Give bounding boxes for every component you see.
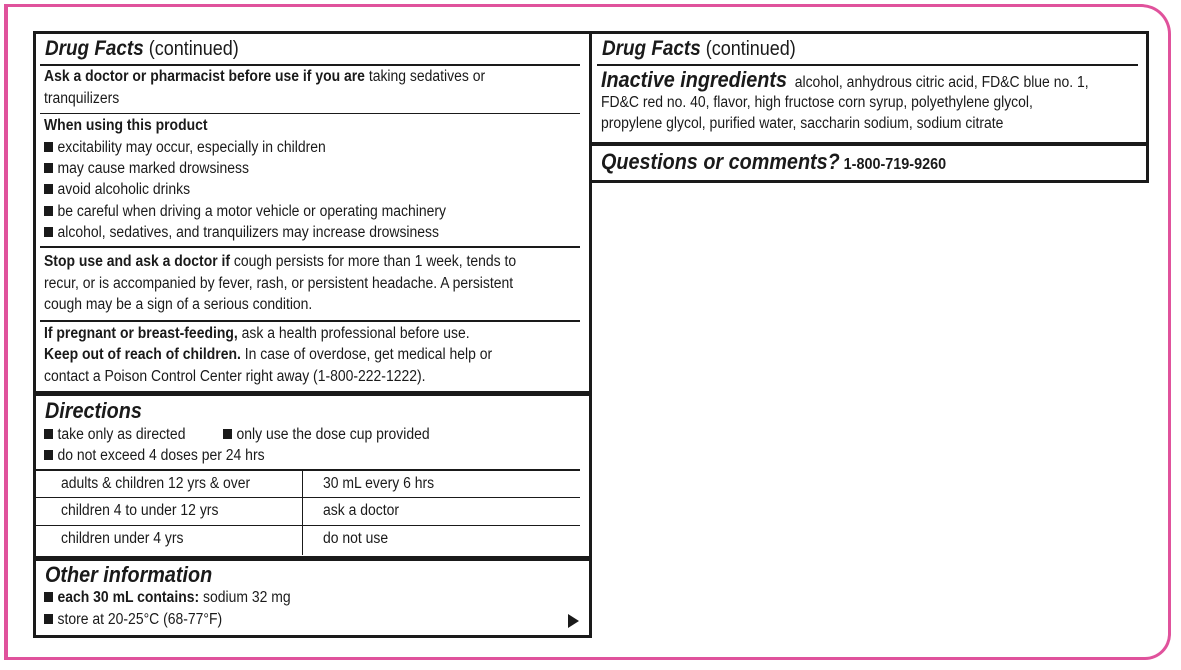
inactive-ingredients: Inactive ingredients alcohol, anhydrous citric acid, FD&C blue no. 1, [601, 67, 1089, 92]
questions-text: Questions or comments? 1-800-719-9260 [601, 149, 947, 174]
bullet-square-icon [44, 450, 53, 460]
other-info-heading: Other information [45, 562, 213, 587]
dosage-age: children 4 to under 12 yrs [61, 502, 219, 519]
bullet-square-icon [44, 142, 53, 152]
dosage-age: adults & children 12 yrs & over [61, 475, 251, 492]
bullet-square-icon [44, 429, 53, 439]
bullet-square-icon [44, 206, 53, 216]
bullet-square-icon [44, 184, 53, 194]
directions-item: take only as directed [44, 424, 185, 445]
directions-heading: Directions [45, 398, 142, 423]
stop-use-text: Stop use and ask a doctor if cough persists for more than 1 week, tends to [44, 253, 517, 270]
questions-phone: 1-800-719-9260 [843, 156, 947, 173]
ask-doctor-line2: tranquilizers [44, 90, 120, 107]
keep-out-line2: contact a Poison Control Center right away (1-800-222-1222). [44, 368, 426, 385]
stop-use-line3: cough may be a sign of a serious condition. [44, 296, 313, 313]
when-using-item: alcohol, sedatives, and tranquilizers may increase drowsiness [44, 222, 439, 243]
when-using-item: be careful when driving a motor vehicle or operating machinery [44, 201, 446, 222]
bullet-square-icon [44, 592, 53, 602]
directions-item: only use the dose cup provided [223, 424, 430, 445]
other-info-item: store at 20-25°C (68-77°F) [44, 609, 222, 630]
when-using-heading: When using this product [44, 117, 208, 134]
dosage-age: children under 4 yrs [61, 530, 184, 547]
bullet-square-icon [44, 227, 53, 237]
when-using-item: may cause marked drowsiness [44, 158, 249, 179]
right-title: Drug Facts (continued) [602, 37, 796, 60]
when-using-item: excitability may occur, especially in children [44, 137, 326, 158]
bullet-square-icon [44, 163, 53, 173]
left-title: Drug Facts (continued) [45, 37, 239, 60]
keep-out-text: Keep out of reach of children. In case of overdose, get medical help or [44, 346, 493, 363]
bullet-square-icon [44, 614, 53, 624]
pregnant-text: If pregnant or breast-feeding, ask a health professional before use. [44, 325, 470, 342]
inactive-line2: FD&C red no. 40, flavor, high fructose corn syrup, polyethylene glycol, [601, 94, 1033, 111]
bullet-square-icon [223, 429, 232, 439]
dosage-amount: 30 mL every 6 hrs [323, 475, 435, 492]
when-using-item: avoid alcoholic drinks [44, 179, 190, 200]
dosage-amount: do not use [323, 530, 389, 547]
other-info-item: each 30 mL contains: sodium 32 mg [44, 587, 291, 608]
stop-use-line2: recur, or is accompanied by fever, rash, or persistent headache. A persistent [44, 275, 514, 292]
dosage-amount: ask a doctor [323, 502, 399, 519]
inactive-line3: propylene glycol, purified water, saccharin sodium, sodium citrate [601, 115, 1004, 132]
directions-item: do not exceed 4 doses per 24 hrs [44, 445, 265, 466]
ask-doctor-text: Ask a doctor or pharmacist before use if you are taking sedatives or [44, 68, 486, 85]
continue-arrow-icon [568, 614, 579, 628]
